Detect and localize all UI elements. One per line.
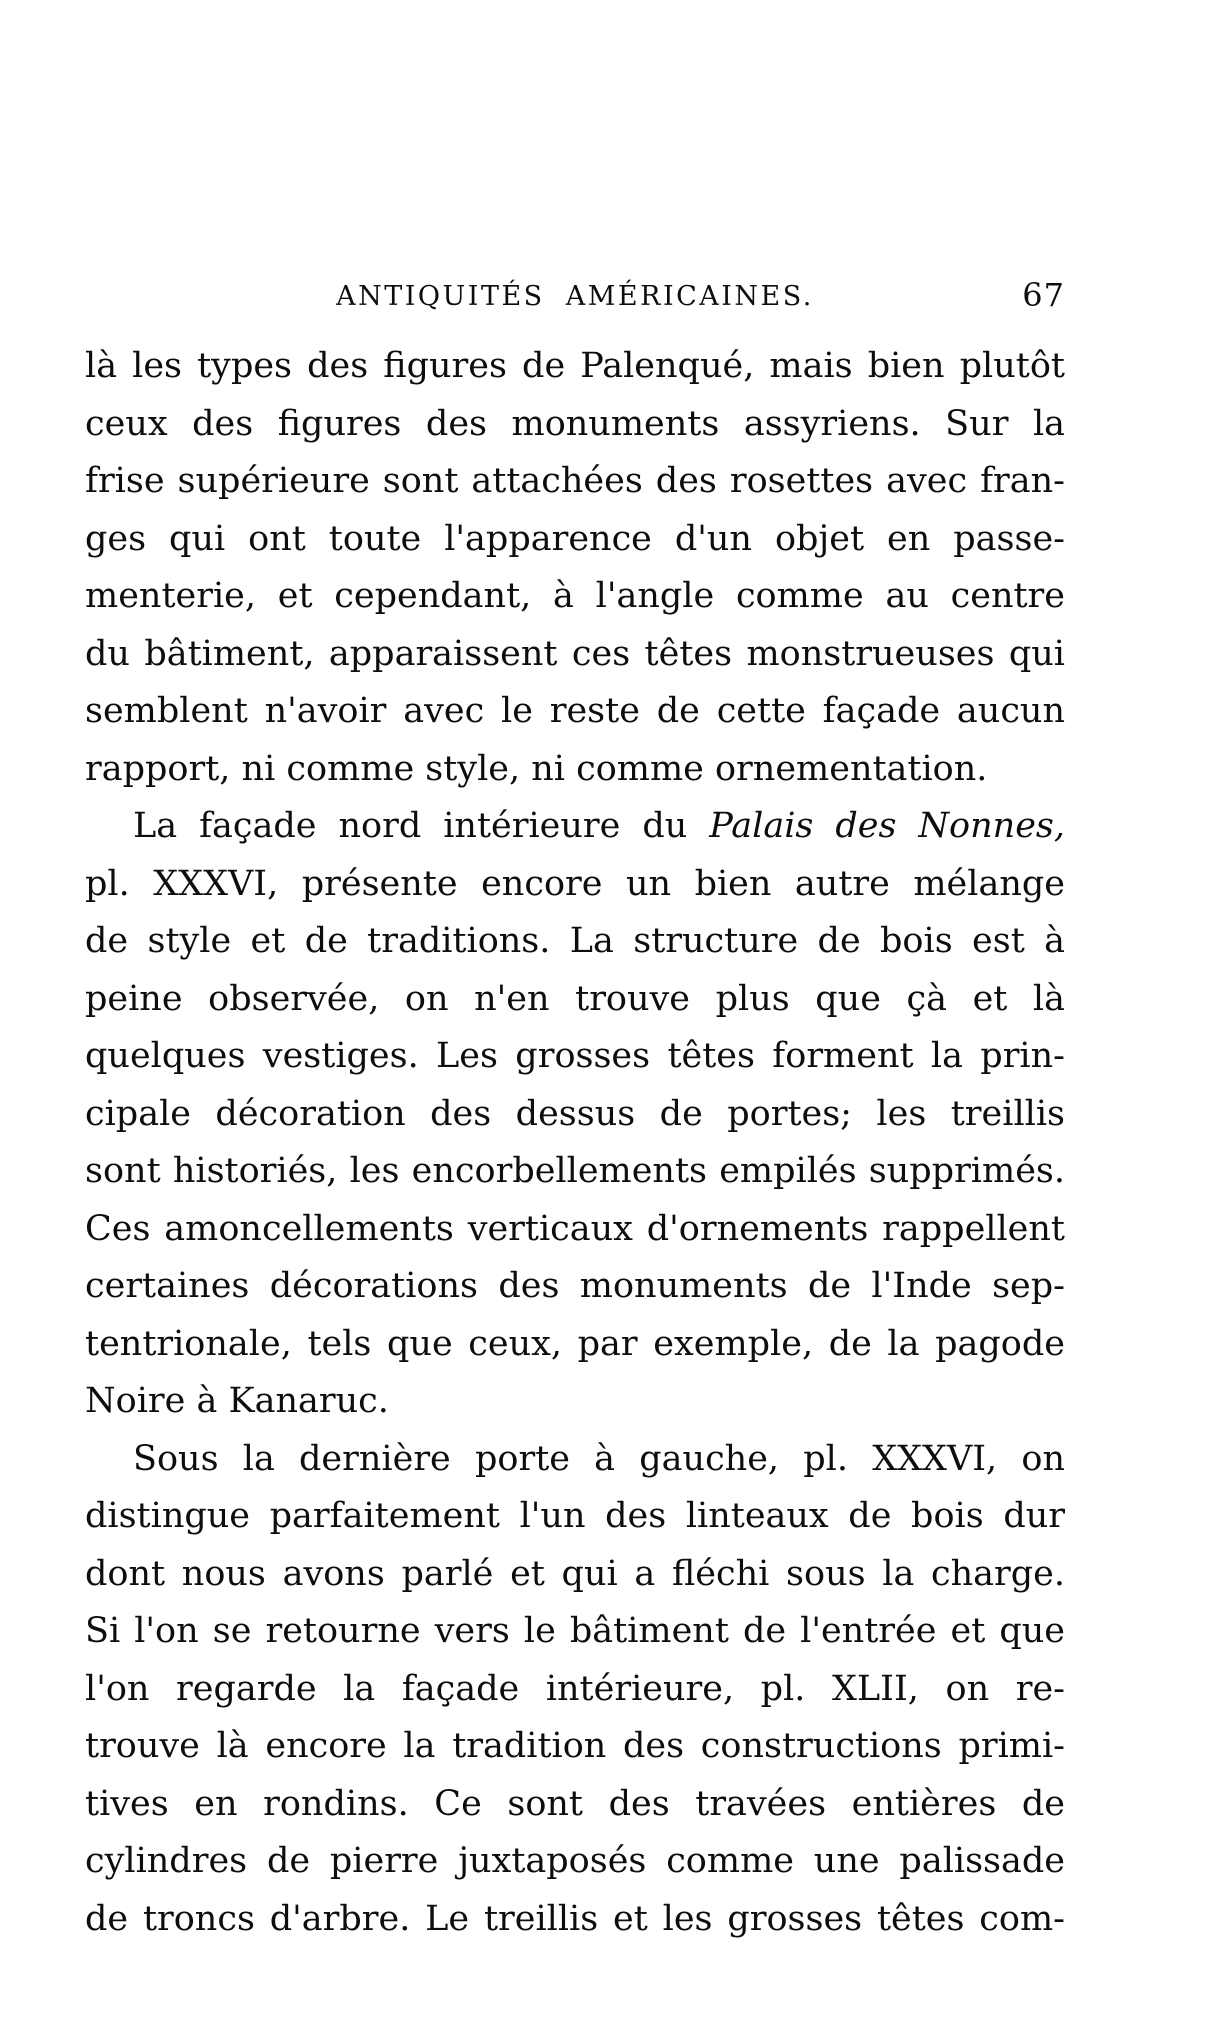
text-line: dont nous avons parlé et qui a fléchi sous la charge. xyxy=(85,1553,1065,1594)
text-line: peine observée, on n'en trouve plus que çà et là xyxy=(85,978,1065,1019)
italic-text: Palais des Nonnes, xyxy=(709,806,1065,846)
text-line: l'on regarde la façade intérieure, pl. XLII, on re- xyxy=(85,1668,1065,1709)
text-line: Noire à Kanaruc. xyxy=(85,1381,389,1421)
text-line: Ces amoncellements verticaux d'ornements rappellent xyxy=(85,1208,1065,1249)
running-head xyxy=(85,272,1065,312)
text-line: cylindres de pierre juxtaposés comme une palissade xyxy=(85,1841,1065,1881)
text-line: sont historiés, les encorbellements empilés supprimés. xyxy=(85,1151,1065,1191)
text-line: pl. XXXVI, présente encore un bien autre mélange xyxy=(85,863,1065,904)
text-line: menterie, et cependant, à l'angle comme au centre xyxy=(85,576,1065,616)
text-line: tentrionale, tels que ceux, par exemple, de la pagode xyxy=(85,1323,1065,1364)
text-line: distingue parfaitement l'un des linteaux de bois dur xyxy=(85,1496,1065,1536)
text-line: de style et de traditions. La structure de bois est à xyxy=(85,921,1065,961)
text-line: Si l'on se retourne vers le bâtiment de l'entrée et que xyxy=(85,1611,1065,1651)
text-line: du bâtiment, apparaissent ces têtes monstrueuses qui xyxy=(85,633,1065,674)
page-number: 67 xyxy=(1022,276,1065,314)
text-line: ges qui ont toute l'apparence d'un objet en passe- xyxy=(85,518,1065,559)
text-line: ceux des figures des monuments assyriens. Sur la xyxy=(85,403,1065,444)
text-line: frise supérieure sont attachées des rosettes avec fran- xyxy=(85,461,1065,501)
text-line: de troncs d'arbre. Le treillis et les grosses têtes com- xyxy=(85,1898,1065,1939)
text-line: tives en rondins. Ce sont des travées entières de xyxy=(85,1783,1065,1824)
running-title: ANTIQUITÉS AMÉRICAINES. xyxy=(336,281,814,312)
text-line: certaines décorations des monuments de l'Inde sep- xyxy=(85,1266,1065,1306)
text-line: La façade nord intérieure du Palais des Nonnes, xyxy=(133,806,1065,846)
text-line: rapport, ni comme style, ni comme ornementation. xyxy=(85,748,988,789)
text-line: semblent n'avoir avec le reste de cette façade aucun xyxy=(85,691,1065,731)
text-line: là les types des figures de Palenqué, mais bien plutôt xyxy=(85,346,1065,386)
body-text xyxy=(85,338,1065,1948)
text-line: quelques vestiges. Les grosses têtes forment la prin- xyxy=(85,1036,1065,1076)
text-line: cipale décoration des dessus de portes; les treillis xyxy=(85,1093,1065,1134)
text-line: trouve là encore la tradition des constructions primi- xyxy=(85,1726,1065,1766)
text-line: Sous la dernière porte à gauche, pl. XXXVI, on xyxy=(133,1438,1065,1479)
